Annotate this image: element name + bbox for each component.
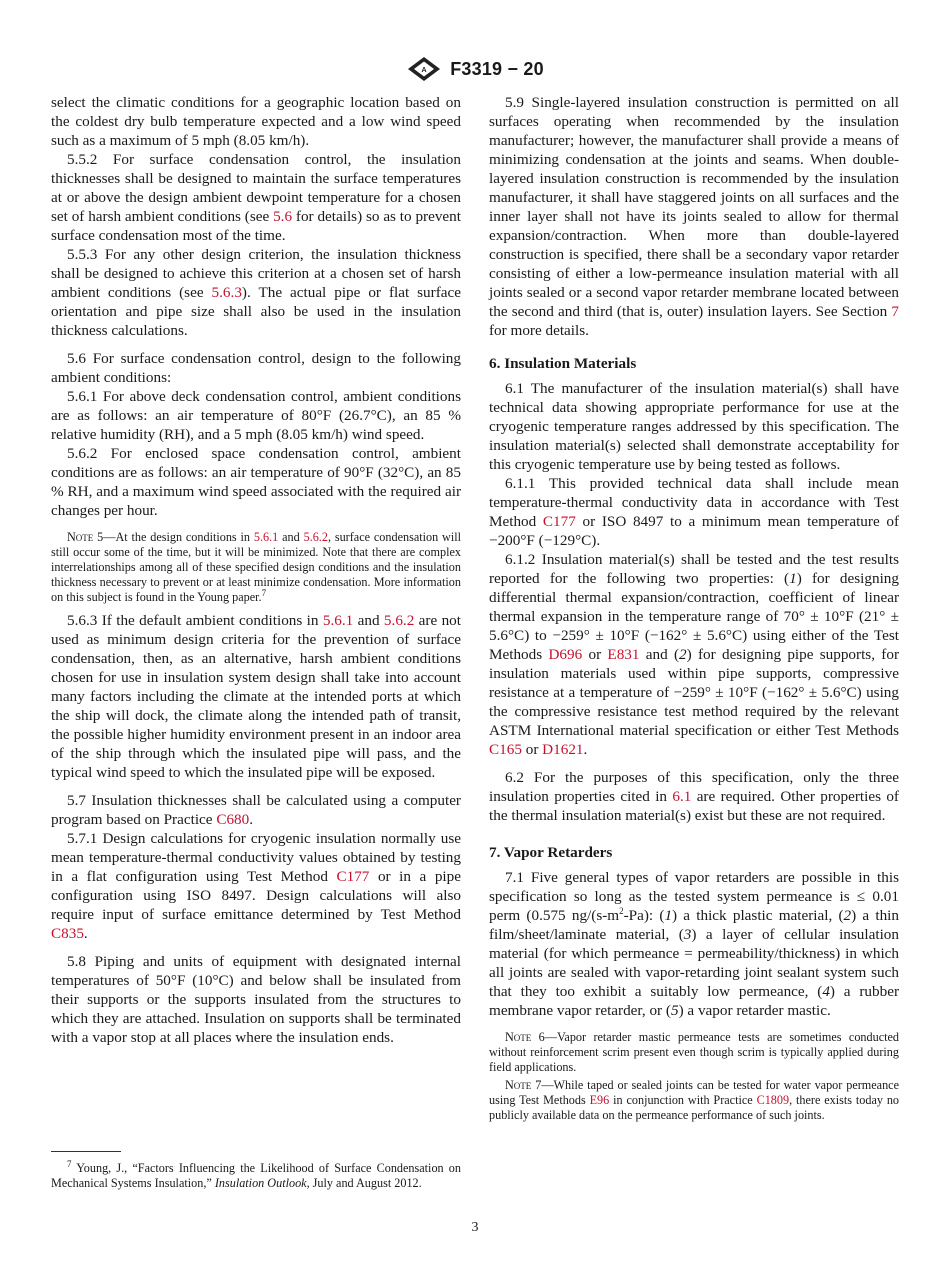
paragraph-5-5-2: 5.5.2 For surface condensation control, the insulation thicknesses shall be designed to maintain the surface temperatures at or above the design ambient dewpoint temperature for a chosen set of harsh ambient conditions (see 5.6 for details) so as to prevent surface condensation most of the time.: [51, 151, 461, 244]
ref-e831[interactable]: E831: [607, 646, 640, 663]
ref-e96[interactable]: E96: [589, 1093, 610, 1107]
note-5: Note 5—At the design conditions in 5.6.1 and 5.6.2, surface condensation will still occur some of the time, but it will be minimized. Note that there are complex interrelationships among all of these specified design conditions and the insulation thickness necessary to prevent or at least minimize condensation. More information on this subject is found in the Young paper.$^7$: [51, 530, 461, 604]
ref-5-6-3[interactable]: 5.6.3: [211, 284, 242, 301]
right-column: [489, 93, 899, 1123]
section-7-heading: 7. Vapor Retarders: [489, 844, 613, 861]
section-6-heading: 6. Insulation Materials: [489, 355, 637, 372]
paragraph-6-1-2: 6.1.2 Insulation material(s) shall be tested and the test results reported for the following two properties: (1) for designing differential thermal expansion/contraction, coefficient of linear thermal expansion in the temperature range of 70° ± 10°F (21° ± 5.6°C) to −259° ± 10°F (−162° ± 5.6°C) using either of the Test Methods D696 or E831 and (2) for designing pipe supports, for insulation materials used within pipe supports, compressive resistance at a temperature of −259° ± 10°F (−162° ± 5.6°C) using the compressive resistance test method required by the relevant ASTM International material specification or either Test Methods C165 or D1621.: [489, 551, 900, 758]
ref-6-1[interactable]: 6.1: [672, 788, 692, 805]
ref-c680[interactable]: C680: [216, 811, 250, 828]
page-number: 3: [471, 1220, 479, 1235]
paragraph-5-7: 5.7 Insulation thicknesses shall be calculated using a computer program based on Practice C680.: [51, 792, 461, 828]
ref-d696[interactable]: D696: [548, 646, 583, 663]
paragraph-5-7-1: 5.7.1 Design calculations for cryogenic insulation normally use mean temperature-thermal conductivity values obtained by testing in a flat configuration using Test Method C177 or in a pipe configuration using ISO 8497. Design calculations will also require input of surface emittance determined by Test Method C835.: [51, 830, 461, 942]
note-7: Note 7—While taped or sealed joints can be tested for water vapor permeance using Test Methods E96 in conjunction with Practice C1809, there exists today no publicly available data on the permeance performance of such joints.: [489, 1078, 900, 1122]
ref-5-6-2[interactable]: 5.6.2: [303, 530, 328, 544]
ref-5-6-1[interactable]: 5.6.1: [253, 530, 279, 544]
ref-c1809[interactable]: C1809: [756, 1093, 790, 1107]
ref-5-6[interactable]: 5.6: [273, 208, 293, 225]
ref-c835[interactable]: C835: [51, 925, 84, 942]
paragraph-5-5-1-cont: select the climatic conditions for a geographic location based on the coldest dry bulb temperature expected and a low wind speed such as a maximum of 5 mph (8.05 km/h).: [51, 94, 461, 149]
footnote-7: $^7$ Young, J., “Factors Influencing the Likelihood of Surface Condensation on Mechanical Systems Insulation,” Insulation Outlook, July and August 2012.: [51, 1158, 461, 1190]
left-column: [51, 93, 461, 1047]
paragraph-5-5-3: 5.5.3 For any other design criterion, the insulation thickness shall be designed to achieve this criterion at a chosen set of harsh ambient conditions (see 5.6.3). The actual pipe or flat surface orientation and pipe size shall also be used in the insulation thickness calculations.: [51, 246, 461, 339]
page-header: [0, 54, 950, 84]
paragraph-5-6-1: 5.6.1 For above deck condensation control, ambient conditions are as follows: an air temperature of 80°F (26.7°C), an 85 % relative humidity (RH), and a 5 mph (8.05 km/h) wind speed.: [51, 388, 461, 443]
paragraph-5-9: 5.9 Single-layered insulation construction is permitted on all surfaces operating when recommended by the insulation manufacturer; however, the manufacturer shall provide a means of minimizing condensation at the joints and seams. When double-layered insulation construction is recommended by the insulation manufacturer, it shall have staggered joints on all surfaces and the inner layer shall not have its joints sealed to allow for thermal expansion/contraction. When more than double-layered construction is specified, there shall be a secondary vapor retarder consisting of either a low-permeance insulation material with all joints sealed or a second vapor retarder membrane located between the second and third (that is, outer) insulation layers. See Section 7 for more details.: [489, 94, 899, 339]
paragraph-6-1-1: 6.1.1 This provided technical data shall include mean temperature-thermal conductivity data in accordance with Test Method C177 or ISO 8497 to a minimum mean temperature of −200°F (−129°C).: [489, 475, 899, 549]
paragraph-5-6-2: 5.6.2 For enclosed space condensation control, ambient conditions are as follows: an air temperature of 90°F (32°C), an 85 % RH, and a maximum wind speed associated with the required air changes per hour.: [51, 445, 461, 519]
svg-text:A: A: [421, 67, 427, 74]
paragraph-5-8: 5.8 Piping and units of equipment with designated internal temperatures of 50°F (10°C) and below shall be insulated from their supports or the supports insulated from the structures to which they are attached. Insulation on supports shall be terminated with a vapor stop at all places where the insulation ends.: [51, 953, 461, 1046]
ref-5-6-1[interactable]: 5.6.1: [322, 612, 354, 629]
ref-section-7[interactable]: 7: [891, 303, 899, 320]
ref-c177[interactable]: C177: [542, 513, 576, 530]
document-id: F3319 − 20: [450, 58, 544, 79]
paragraph-5-6: 5.6 For surface condensation control, design to the following ambient conditions:: [51, 350, 461, 386]
ref-d1621[interactable]: D1621: [542, 741, 584, 758]
ref-5-6-2[interactable]: 5.6.2: [383, 612, 415, 629]
footnote-divider: [51, 1151, 121, 1152]
paragraph-7-1: 7.1 Five general types of vapor retarders are possible in this specification so long as the tested system permeance is ≤ 0.01 perm (0.575 $ng/(s-m^2-Pa)$: (1) a thick plastic material, (2) a thin film/sheet/laminate material, (3) a layer of cellular insulation material (for which permeance = permeability/thickness) in which all joints are sealed with vapor-retarding joint sealant system such that they too exhibit a suitably low permeance, (4) a rubber membrane vapor retarder, or (5) a vapor retarder mastic.: [489, 869, 900, 1019]
ref-c177[interactable]: C177: [336, 868, 370, 885]
paragraph-6-1: 6.1 The manufacturer of the insulation material(s) shall have technical data showing appropriate performance for use at the cryogenic temperature ranges addressed by this specification. The insulation material(s) selected shall demonstrate acceptability for this cryogenic temperature use by being tested as follows.: [489, 380, 899, 473]
astm-logo-icon: [406, 55, 442, 83]
paragraph-6-2: 6.2 For the purposes of this specification, only the three insulation properties cited in 6.1 are required. Other properties of the thermal insulation material(s) exist but these are not required.: [489, 769, 899, 824]
paragraph-5-6-3: 5.6.3 If the default ambient conditions in 5.6.1 and 5.6.2 are not used as minimum design criteria for the prevention of surface condensation, then, as an alternative, harsh ambient conditions chosen for use in insulation system design shall take into account many factors including the climate at the intended ports at which the ship will dock, the climate along the intended path of transit, the possible higher humidity environment present in an indoor area of the ship through which the insulated pipe will pass, and the typical wind speed to which the insulated pipe will be exposed.: [51, 612, 461, 781]
ref-c165[interactable]: C165: [489, 741, 522, 758]
note-6: Note 6—Vapor retarder mastic permeance tests are sometimes conducted without reinforcement scrim present even though scrim is typically applied during field applications.: [489, 1030, 899, 1074]
